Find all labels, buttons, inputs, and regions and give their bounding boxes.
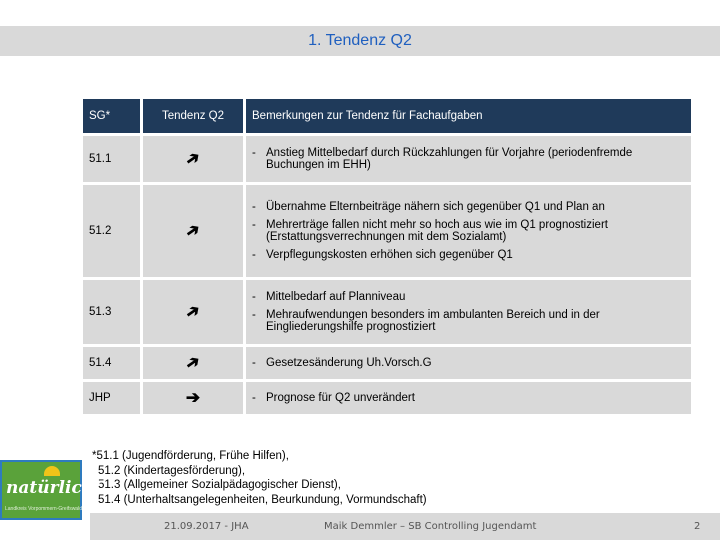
note-text: Anstieg Mittelbedarf durch Rückzahlungen für Vorjahre (periodenfremde Buchungen im EHH) — [266, 147, 633, 171]
title-bar — [0, 26, 720, 56]
table-row — [83, 280, 691, 344]
up-diagonal-arrow-icon: ➔ — [181, 218, 204, 243]
table-row — [83, 347, 691, 379]
right-arrow-icon: ➔ — [185, 388, 201, 407]
note-text: Mehrerträge fallen nicht mehr so hoch aus wie im Q1 prognostiziert (Erstattungsverrechnungen mit dem Sozialamt) — [266, 219, 608, 243]
notes-cell: - Gesetzesänderung Uh.Vorsch.G — [246, 347, 691, 379]
page-number: 2 — [694, 521, 701, 532]
note-text: Mittelbedarf auf Planniveau — [266, 291, 406, 303]
sg-cell: 51.2 — [83, 185, 140, 277]
notes-cell: - Anstieg Mittelbedarf durch Rückzahlungen für Vorjahre (periodenfremde Buchungen im EHH) — [246, 136, 691, 182]
note-text: Übernahme Elternbeiträge nähern sich gegenüber Q1 und Plan an — [266, 201, 605, 213]
sg-cell: 51.4 — [83, 347, 140, 379]
trend-table — [80, 96, 694, 417]
table-row — [83, 382, 691, 414]
header-sg: SG* — [83, 99, 140, 133]
sg-cell: 51.1 — [83, 136, 140, 182]
footer-date: 21.09.2017 - JHA — [164, 521, 249, 532]
note-text: Verpflegungskosten erhöhen sich gegenüber Q1 — [266, 249, 513, 261]
footnote-line: 51.2 (Kindertagesförderung), — [98, 464, 246, 477]
footnote — [92, 449, 427, 507]
table-row — [83, 136, 691, 182]
notes-cell: - Übernahme Elternbeiträge nähern sich gegenüber Q1 und Plan an - Mehrerträge fallen nicht mehr so hoch aus wie im Q1 prognostiziert (Erstattungsverrechnungen mit dem Sozialamt) - Verpflegungskosten erhöhen sich gegenüber Q1 — [246, 185, 691, 277]
logo-subtext: Landkreis Vorpommern-Greifswald — [5, 506, 82, 512]
up-diagonal-arrow-icon: ➔ — [181, 350, 204, 375]
table-header-row — [83, 99, 691, 133]
footnote-line: 51.4 (Unterhaltsangelegenheiten, Beurkundung, Vormundschaft) — [98, 493, 427, 506]
header-trend: Tendenz Q2 — [143, 99, 243, 133]
footer-author: Maik Demmler – SB Controlling Jugendamt — [324, 521, 537, 532]
up-diagonal-arrow-icon: ➔ — [181, 299, 204, 324]
logo-text: natürlich! — [6, 478, 102, 498]
up-diagonal-arrow-icon: ➔ — [181, 146, 204, 171]
logo — [0, 460, 102, 520]
notes-cell: - Prognose für Q2 unverändert — [246, 382, 691, 414]
note-text: Mehraufwendungen besonders im ambulanten Bereich und in der Eingliederungshilfe prognostiziert — [266, 309, 600, 333]
footnote-line: *51.1 (Jugendförderung, Frühe Hilfen), — [92, 450, 289, 462]
notes-cell: - Mittelbedarf auf Planniveau - Mehraufwendungen besonders im ambulanten Bereich und in der Eingliederungshilfe prognostiziert — [246, 280, 691, 344]
sg-cell: JHP — [83, 382, 140, 414]
slide-title: 1. Tendenz Q2 — [308, 32, 412, 49]
footer — [90, 513, 720, 540]
note-text: Gesetzesänderung Uh.Vorsch.G — [266, 357, 432, 369]
table-row — [83, 185, 691, 277]
footnote-line: 51.3 (Allgemeiner Sozialpädagogischer Dienst), — [98, 479, 341, 491]
sg-cell: 51.3 — [83, 280, 140, 344]
sun-icon — [44, 466, 60, 476]
note-text: Prognose für Q2 unverändert — [266, 392, 415, 404]
header-notes: Bemerkungen zur Tendenz für Fachaufgaben — [246, 99, 691, 133]
